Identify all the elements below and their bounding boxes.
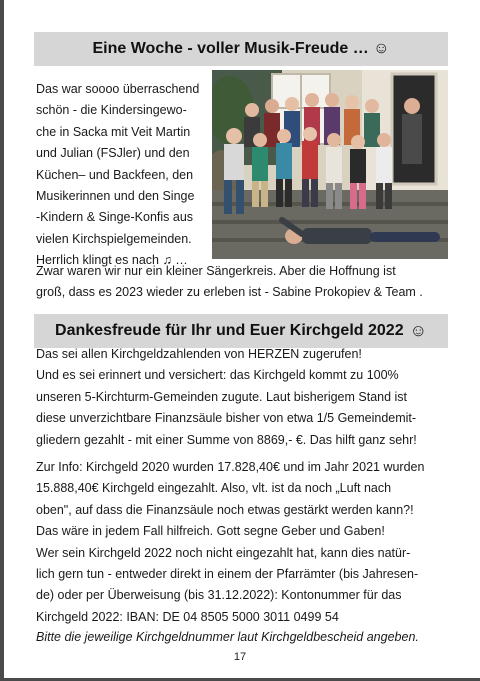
text-line: Wer sein Kirchgeld 2022 noch nicht eingezahlt hat, kann dies natür-: [36, 545, 411, 560]
text-line: Kirchgeld 2022: IBAN: DE 04 8505 5000 3011 0499 54: [36, 609, 339, 624]
smiley-icon: ☺: [409, 321, 427, 340]
music-week-conclusion: [36, 261, 446, 304]
text-line: Und es sei erinnert und versichert: das Kirchgeld kommt zu 100%: [36, 368, 399, 383]
page-number: 17: [233, 651, 247, 663]
note-line: Bitte die jeweilige Kirchgeldnummer laut Kirchgeldbescheid angeben.: [36, 630, 419, 644]
text-line: diese unverzichtbare Finanzsäule bisher von etwa 1/5 Gemeindemit-: [36, 411, 417, 426]
text-line: schön - die Kindersingewo-: [36, 103, 187, 118]
text-line: de) oder per Überweisung (bis 31.12.2022): Kontonummer für das: [36, 588, 402, 603]
text-line: groß, dass es 2023 wieder zu erleben ist - Sabine Prokopiev & Team .: [36, 285, 423, 300]
text-line: 15.888,40€ Kirchgeld eingezahlt. Also, vlt. ist da noch „Luft nach: [36, 481, 392, 496]
section-title-music-week: Eine Woche - voller Musik-Freude … ☺: [92, 40, 390, 57]
text-line: Zur Info: Kirchgeld 2020 wurden 17.828,40€ und im Jahr 2021 wurden: [36, 460, 425, 474]
text-line: -Kindern & Singe-Konfis aus: [36, 210, 194, 225]
text-line: Musikerinnen und den Singe: [36, 189, 195, 204]
section-title-church-tax: Dankesfreude für Ihr und Euer Kirchgeld 2022: [55, 322, 404, 339]
text-line: und Julian (FSJler) und den: [36, 146, 190, 161]
section-heading-church-tax: [34, 314, 448, 348]
text-line: Das sei allen Kirchgeldzahlenden von HERZEN zugerufen!: [36, 347, 362, 361]
church-tax-note: [36, 627, 446, 648]
choir-group-photo: [212, 70, 448, 259]
text-line: Das wäre in jedem Fall hilfreich. Gott segne Geber und Gaben!: [36, 524, 385, 539]
text-line: gliedern gezahlt - mit einer Summe von 8869,- €. Das hilft ganz sehr!: [36, 432, 417, 447]
section-heading-music-week: [34, 32, 448, 66]
text-line: vielen Kirchspielgemeinden.: [36, 231, 192, 246]
text-line: unseren 5-Kirchturm-Gemeinden zugute. Laut bisherigem Stand ist: [36, 389, 408, 404]
text-line: che in Sacka mit Veit Martin: [36, 124, 191, 139]
church-tax-paragraph-1: [36, 344, 446, 451]
text-line: oben", auf dass die Finanzsäule noch etwas gestärkt werden kann?!: [36, 502, 414, 517]
text-line: Küchen– und Backfeen, den: [36, 167, 194, 182]
music-week-text: [36, 79, 208, 272]
church-tax-paragraph-2: [36, 457, 446, 628]
text-line: lich gern tun - entweder direkt in einem der Pfarrämter (bis Jahresen-: [36, 567, 419, 582]
text-line: Zwar waren wir nur ein kleiner Sängerkreis. Aber die Hoffnung ist: [36, 264, 396, 278]
text-line: Das war soooo überraschend: [36, 82, 200, 96]
page-edge-left: [0, 0, 4, 681]
text-line: Herrlich klingt es nach ♫ …: [36, 253, 188, 268]
